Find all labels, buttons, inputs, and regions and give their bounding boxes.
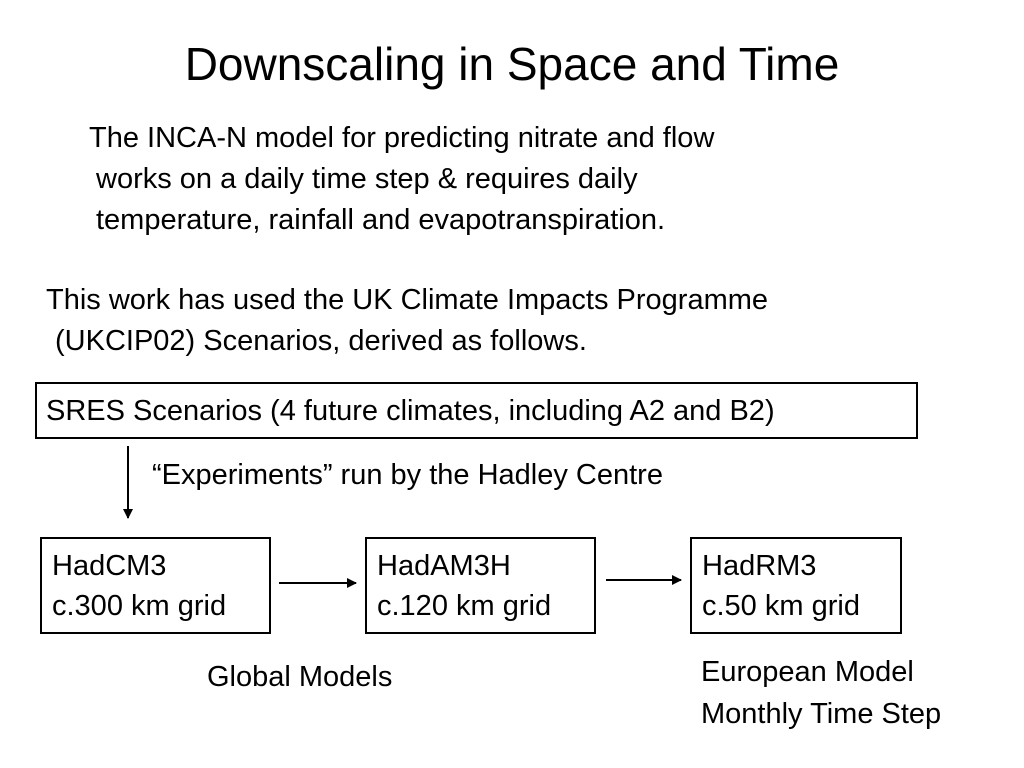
hadcm3-name: HadCM3 <box>52 550 167 582</box>
experiments-label: “Experiments” run by the Hadley Centre <box>152 459 663 491</box>
ukcip-line-2: (UKCIP02) Scenarios, derived as follows. <box>55 325 587 357</box>
hadrm3-name: HadRM3 <box>702 550 817 582</box>
sres-scenarios-label: SRES Scenarios (4 future climates, including A2 and B2) <box>46 395 775 427</box>
intro-line-1: The INCA-N model for predicting nitrate and flow <box>89 122 715 154</box>
hadam3h-grid: c.120 km grid <box>377 590 552 622</box>
hadcm3-grid: c.300 km grid <box>52 590 227 622</box>
ukcip-line-1: This work has used the UK Climate Impacts Programme <box>46 284 769 316</box>
global-models-label: Global Models <box>207 661 393 693</box>
hadam3h-name: HadAM3H <box>377 550 511 582</box>
slide-title: Downscaling in Space and Time <box>184 38 840 90</box>
monthly-time-step-label: Monthly Time Step <box>701 698 942 730</box>
intro-line-2: works on a daily time step & requires daily <box>96 163 638 195</box>
hadam3h-box <box>365 537 596 634</box>
european-model-label: European Model <box>701 656 914 688</box>
hadrm3-box <box>690 537 902 634</box>
intro-line-3: temperature, rainfall and evapotranspiration. <box>96 204 666 236</box>
hadrm3-grid: c.50 km grid <box>702 590 860 622</box>
sres-scenarios-box <box>35 382 918 439</box>
hadcm3-box <box>40 537 271 634</box>
